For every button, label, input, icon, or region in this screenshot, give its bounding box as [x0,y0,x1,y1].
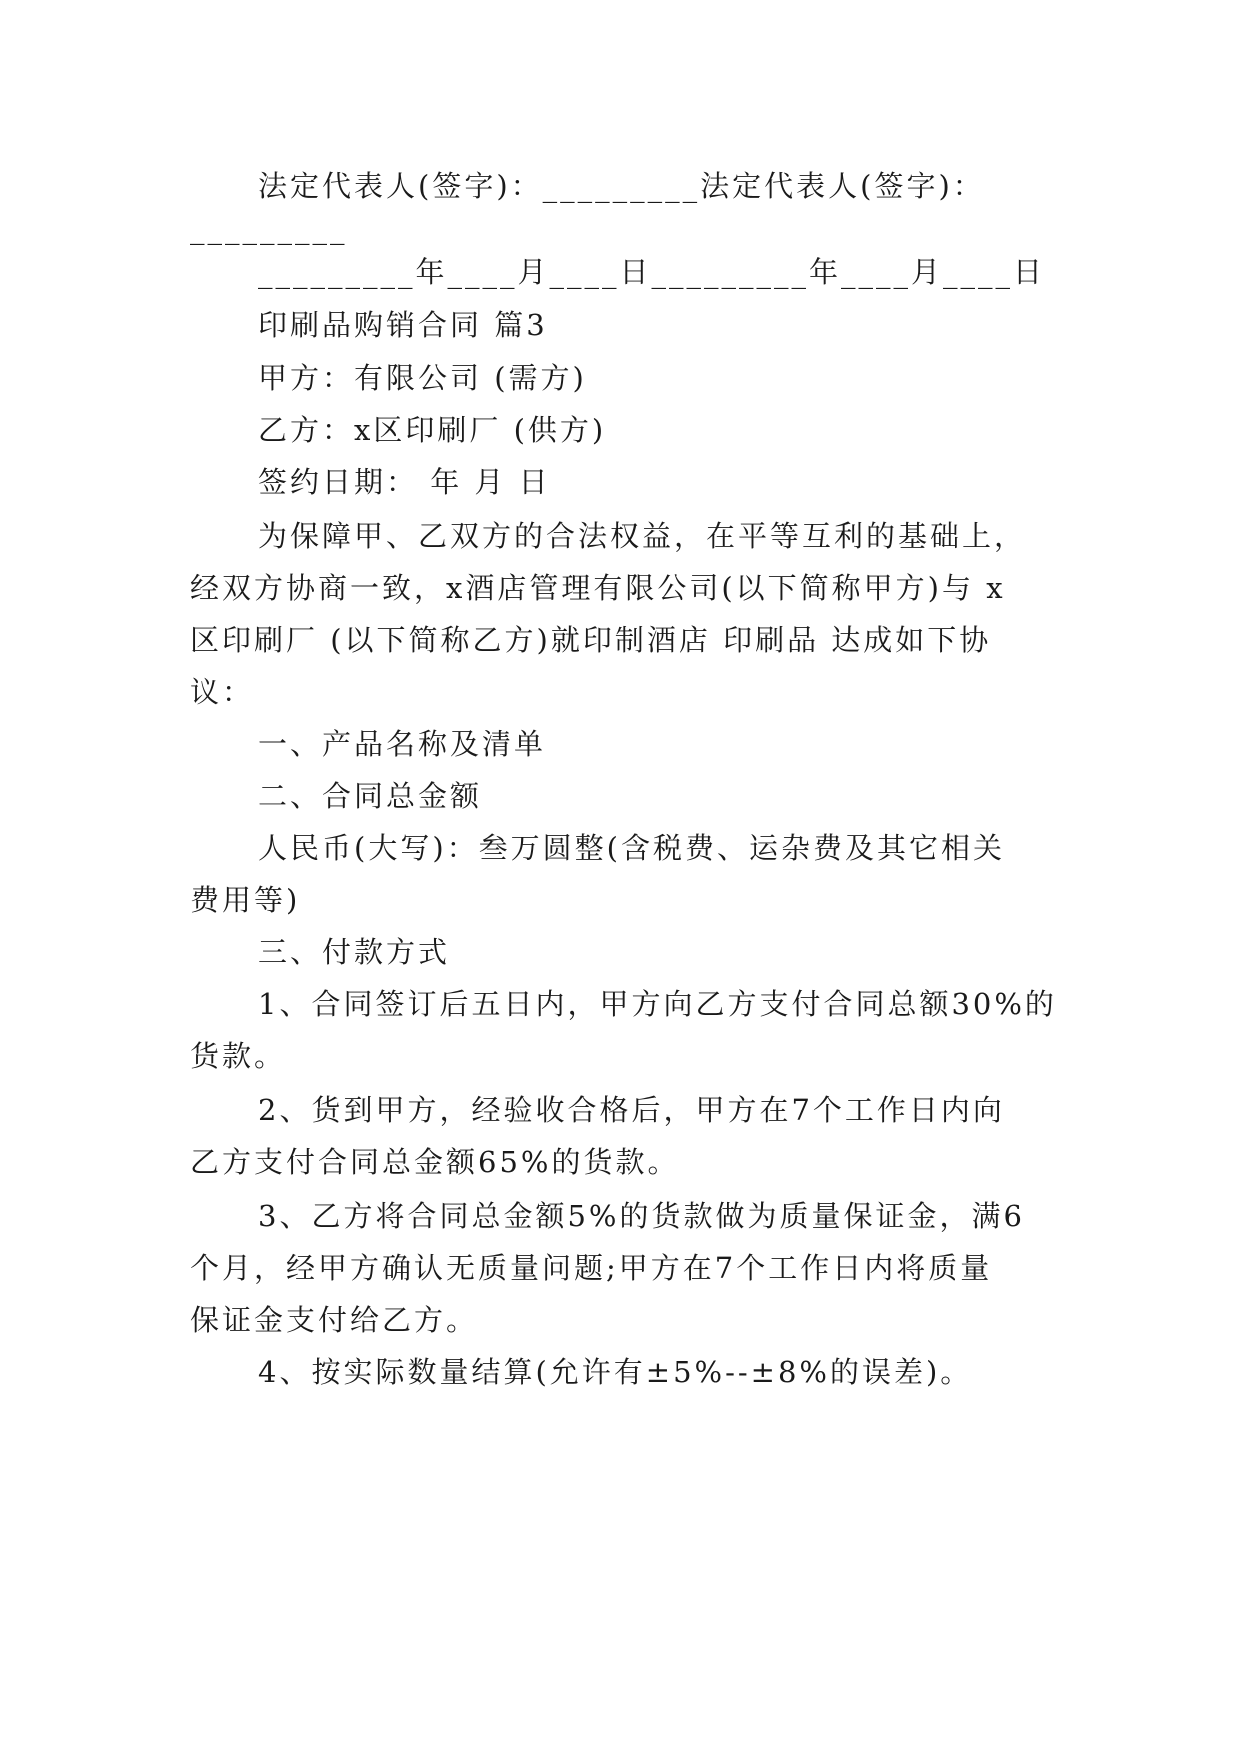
payment-item-3: 保证金支付给乙方。 [190,1303,479,1337]
paragraph-line: 议： [190,675,255,709]
paragraph-line: 为保障甲、乙双方的合法权益，在平等互利的基础上， [258,519,1027,553]
signature-line: 法定代表人(签字)：_________法定代表人(签字)： [258,169,985,203]
signing-date: 签约日期： 年 月 日 [258,465,551,499]
paragraph-line: 经双方协商一致，x酒店管理有限公司(以下简称甲方)与 x [190,571,1006,605]
amount-line: 费用等) [190,883,301,917]
date-line: _________年____月____日_________年____月____日 [258,255,1046,289]
payment-item-3: 3、乙方将合同总金额5%的货款做为质量保证金，满6 [258,1199,1025,1233]
payment-item-2: 2、货到甲方，经验收合格后，甲方在7个工作日内向 [258,1093,1005,1127]
clause-heading-3: 三、付款方式 [258,935,451,969]
signature-blank: _________ [190,211,348,245]
amount-line: 人民币(大写)：叁万圆整(含税费、运杂费及其它相关 [258,831,1005,865]
party-a: 甲方：有限公司 (需方) [258,361,587,395]
clause-heading-1: 一、产品名称及清单 [258,727,547,761]
payment-item-3: 个月，经甲方确认无质量问题;甲方在7个工作日内将质量 [190,1251,993,1285]
payment-item-2: 乙方支付合同总金额65%的货款。 [190,1145,680,1179]
paragraph-line: 区印刷厂 (以下简称乙方)就印制酒店 印刷品 达成如下协 [190,623,992,657]
payment-item-1: 货款。 [190,1039,287,1073]
section-title: 印刷品购销合同 篇3 [258,308,548,342]
payment-item-1: 1、合同签订后五日内，甲方向乙方支付合同总额30%的 [258,987,1057,1021]
clause-heading-2: 二、合同总金额 [258,779,483,813]
party-b: 乙方：x区印刷厂 (供方) [258,413,607,447]
payment-item-4: 4、按实际数量结算(允许有±5%--±8%的误差)。 [258,1355,973,1389]
